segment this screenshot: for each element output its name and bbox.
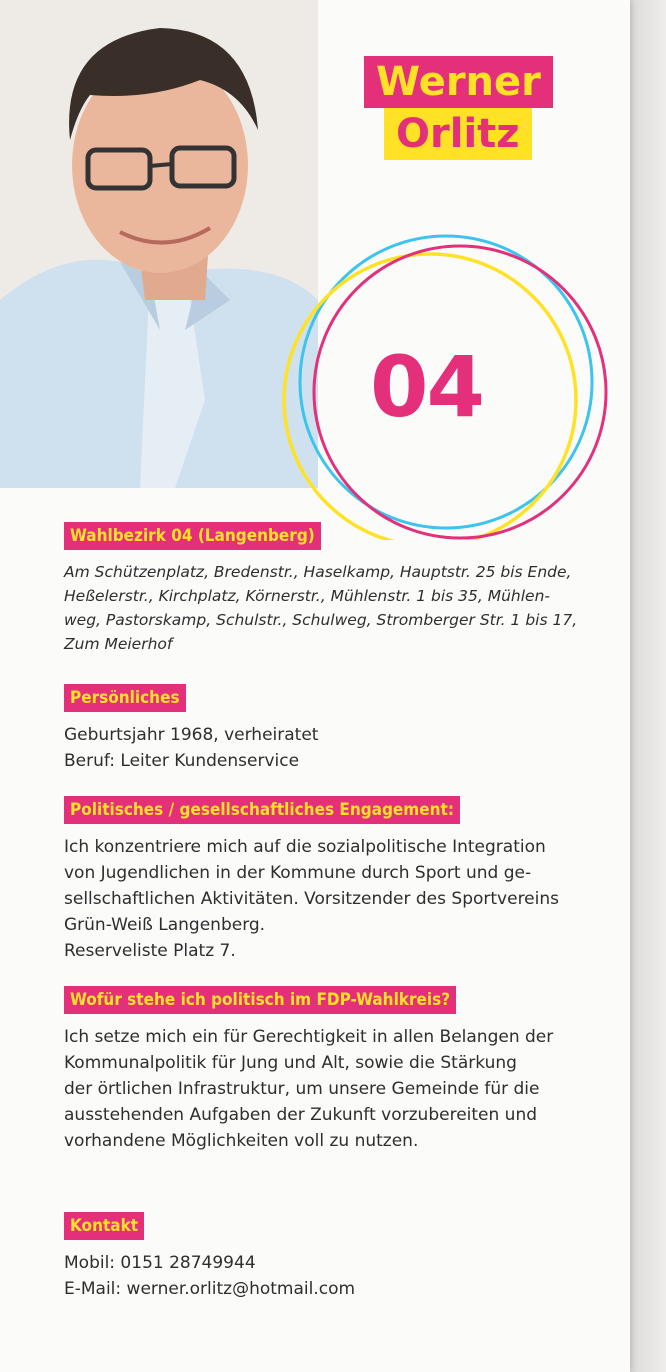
section-text: Ich setze mich ein für Gerechtigkeit in allen Belangen der Kommunalpolitik für Jung und Alt, sowie die Stärkung der örtlichen Infrastruktur, um unsere Gemeinde für die ausstehenden Aufgaben der Zukunft vorzubereiten und vorhandene Möglichkeiten voll zu nutzen. — [64, 1027, 554, 1151]
section-text: Geburtsjahr 1968, verheiratet Beruf: Leiter Kundenservice — [64, 725, 319, 771]
section-heading: Wofür stehe ich politisch im FDP-Wahlkreis? — [64, 986, 456, 1014]
section-heading: Kontakt — [64, 1212, 144, 1240]
section-wahlbezirk — [64, 522, 624, 656]
section-kontakt — [64, 1212, 624, 1302]
section-persoenliches — [64, 684, 624, 774]
candidate-name — [364, 56, 553, 160]
first-name: Werner — [364, 56, 553, 108]
list-number: 04 — [370, 338, 483, 436]
adjacent-page-edge — [630, 0, 666, 1372]
section-text: Am Schützenplatz, Bredenstr., Haselkamp, Hauptstr. 25 bis Ende, Heßelerstr., Kirchplatz, Körnerstr., Mühlenstr. 1 bis 35, Mühlen- weg, Pastorskamp, Schulstr., Schulweg, Stromberger Str. 1 bis 17, Zum Meierhof — [64, 563, 578, 653]
section-heading: Persönliches — [64, 684, 186, 712]
section-engagement — [64, 796, 624, 964]
section-wahlkreis — [64, 986, 624, 1154]
section-heading: Politisches / gesellschaftliches Engagement: — [64, 796, 460, 824]
section-text: Ich konzentriere mich auf die sozialpolitische Integration von Jugendlichen in der Kommune durch Sport und ge- sellschaftlichen Aktivitäten. Vorsitzender des Sportvereins Grün-Weiß Langenberg. Reserveliste Platz 7. — [64, 837, 559, 961]
last-name: Orlitz — [384, 108, 532, 160]
section-text: Mobil: 0151 28749944 E-Mail: werner.orlitz@hotmail.com — [64, 1253, 356, 1299]
section-heading: Wahlbezirk 04 (Langenberg) — [64, 522, 321, 550]
